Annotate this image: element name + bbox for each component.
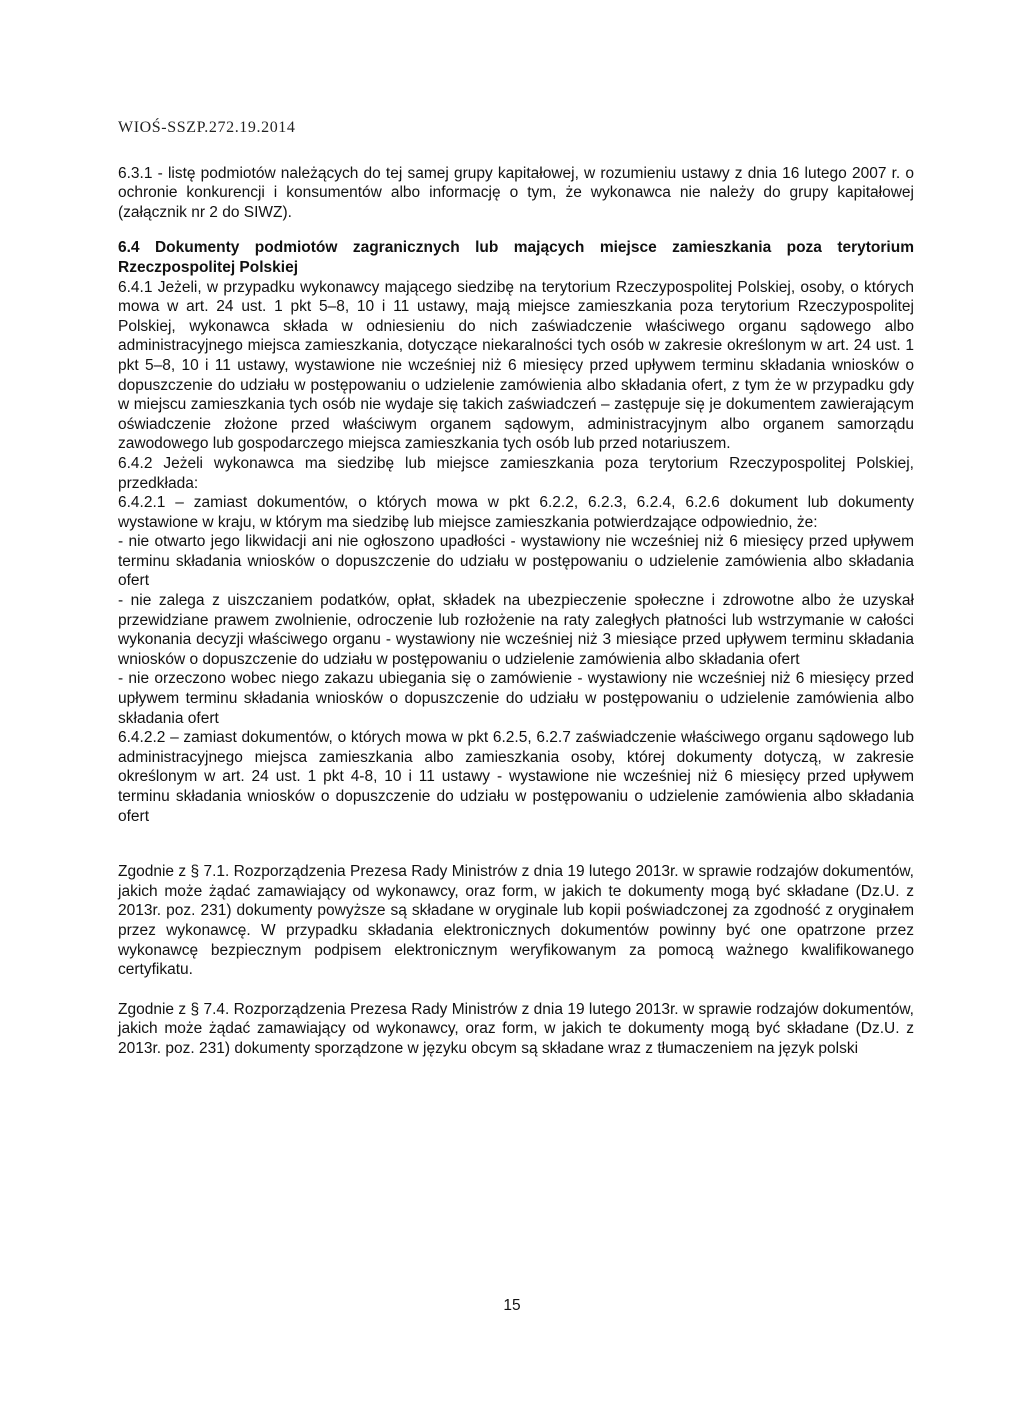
spacer <box>118 980 914 1000</box>
list-item: - nie orzeczono wobec niego zakazu ubiegania się o zamówienie - wystawiony nie wcześniej niż 6 miesięcy przed upływem terminu składania wniosków o dopuszczenie do udziału w postępowaniu o udzielenie zamówienia albo składania ofert <box>118 670 914 727</box>
paragraph-regulation-7-1: Zgodnie z § 7.1. Rozporządzenia Prezesa Rady Ministrów z dnia 19 lutego 2013r. w sprawie rodzajów dokumentów, jakich może żądać zamawiający od wykonawcy, oraz form, w jakich te dokumenty mogą być składane (Dz.U. z 2013r. poz. 231) dokumenty powyższe są składane w oryginale lub kopii poświadczonej za zgodność z oryginałem przez wykonawcę. W przypadku składania elektronicznych dokumentów powinny być one opatrzone przez wykonawcę bezpiecznym podpisem elektronicznym weryfikowanym za pomocą ważnego kwalifikowanego certyfikatu. <box>118 863 914 979</box>
spacer <box>118 826 914 862</box>
list-item: - nie otwarto jego likwidacji ani nie ogłoszono upadłości - wystawiony nie wcześniej niż 6 miesięcy przed upływem terminu składania wniosków o dopuszczenie do udziału w postępowaniu o udzielenie zamówienia albo składania ofert <box>118 533 914 590</box>
paragraph-6-3-1: 6.3.1 - listę podmiotów należących do tej samej grupy kapitałowej, w rozumieniu ustawy z dnia 16 lutego 2007 r. o ochronie konkurencji i konsumentów albo informację o tym, że wykonawca nie należy do grupy kapitałowej (załącznik nr 2 do SIWZ). <box>118 164 914 221</box>
paragraph-6-4-2-2: 6.4.2.2 – zamiast dokumentów, o których mowa w pkt 6.2.5, 6.2.7 zaświadczenie właściwego organu sądowego lub administracyjnego miejsca zamieszkania albo zamieszkania osoby, której dokumenty dotyczą, w zakresie określonym w art. 24 ust. 1 pkt 4-8, 10 i 11 ustawy - wystawione nie wcześniej niż 6 miesięcy przed upływem terminu składania wniosków o dopuszczenie do udziału w postępowaniu o udzielenie zamówienia albo składania ofert <box>118 729 914 825</box>
paragraph-6-4-2: 6.4.2 Jeżeli wykonawca ma siedzibę lub miejsce zamieszkania poza terytorium Rzeczypospolitej Polskiej, przedkłada: <box>118 454 914 492</box>
list-item: - nie zalega z uiszczaniem podatków, opłat, składek na ubezpieczenie społeczne i zdrowotne albo że uzyskał przewidziane prawem zwolnienie, odroczenie lub rozłożenie na raty zaległych płatności lub wstrzymanie w całości wykonania decyzji właściwego organu - wystawiony nie wcześniej niż 3 miesiące przed upływem terminu składania wniosków o dopuszczenie do udziału w postępowaniu o udzielenie zamówienia albo składania ofert <box>118 592 914 668</box>
paragraph-6-4-1: 6.4.1 Jeżeli, w przypadku wykonawcy mającego siedzibę na terytorium Rzeczypospolitej Polskiej, osoby, o których mowa w art. 24 ust. 1 pkt 5–8, 10 i 11 ustawy, mają miejsce zamieszkania poza terytorium Rzeczypospolitej Polskiej, wykonawca składa w odniesieniu do nich zaświadczenie właściwego organu sądowego albo administracyjnego miejsca zamieszkania, dotyczące niekaralności tych osób w zakresie określonym w art. 24 ust. 1 pkt 5–8, 10 i 11 ustawy, wystawione nie wcześniej niż 6 miesięcy przed upływem terminu składania wniosków o dopuszczenie do udziału w postępowaniu o udzielenie zamówienia albo składania ofert, z tym że w przypadku gdy w miejscu zamieszkania tych osób nie wydaje się takich zaświadczeń – zastępuje się je dokumentem zawierającym oświadczenie złożone przed właściwym organem sądowym, administracyjnym albo organem samorządu zawodowego lub gospodarczego miejsca zamieszkania tych osób lub przed notariuszem. <box>118 278 914 453</box>
page-number: 15 <box>503 1297 521 1314</box>
section-heading-6-4: 6.4 Dokumenty podmiotów zagranicznych lub mających miejsce zamieszkania poza terytorium Rzeczpospolitej Polskiej <box>118 239 914 276</box>
paragraph-6-4-2-1: 6.4.2.1 – zamiast dokumentów, o których mowa w pkt 6.2.2, 6.2.3, 6.2.4, 6.2.6 dokument lub dokumenty wystawione w kraju, w którym ma siedzibę lub miejsce zamieszkania potwierdzające odpowiednio, że: <box>118 494 914 531</box>
paragraph-regulation-7-4: Zgodnie z § 7.4. Rozporządzenia Prezesa Rady Ministrów z dnia 19 lutego 2013r. w sprawie rodzajów dokumentów, jakich może żądać zamawiający od wykonawcy, oraz form, w jakich te dokumenty mogą być składane (Dz.U. z 2013r. poz. 231) dokumenty sporządzone w języku obcym są składane wraz z tłumaczeniem na język polski <box>118 1000 914 1057</box>
document-page <box>118 118 914 1059</box>
document-reference: WIOŚ-SSZP.272.19.2014 <box>118 119 296 136</box>
